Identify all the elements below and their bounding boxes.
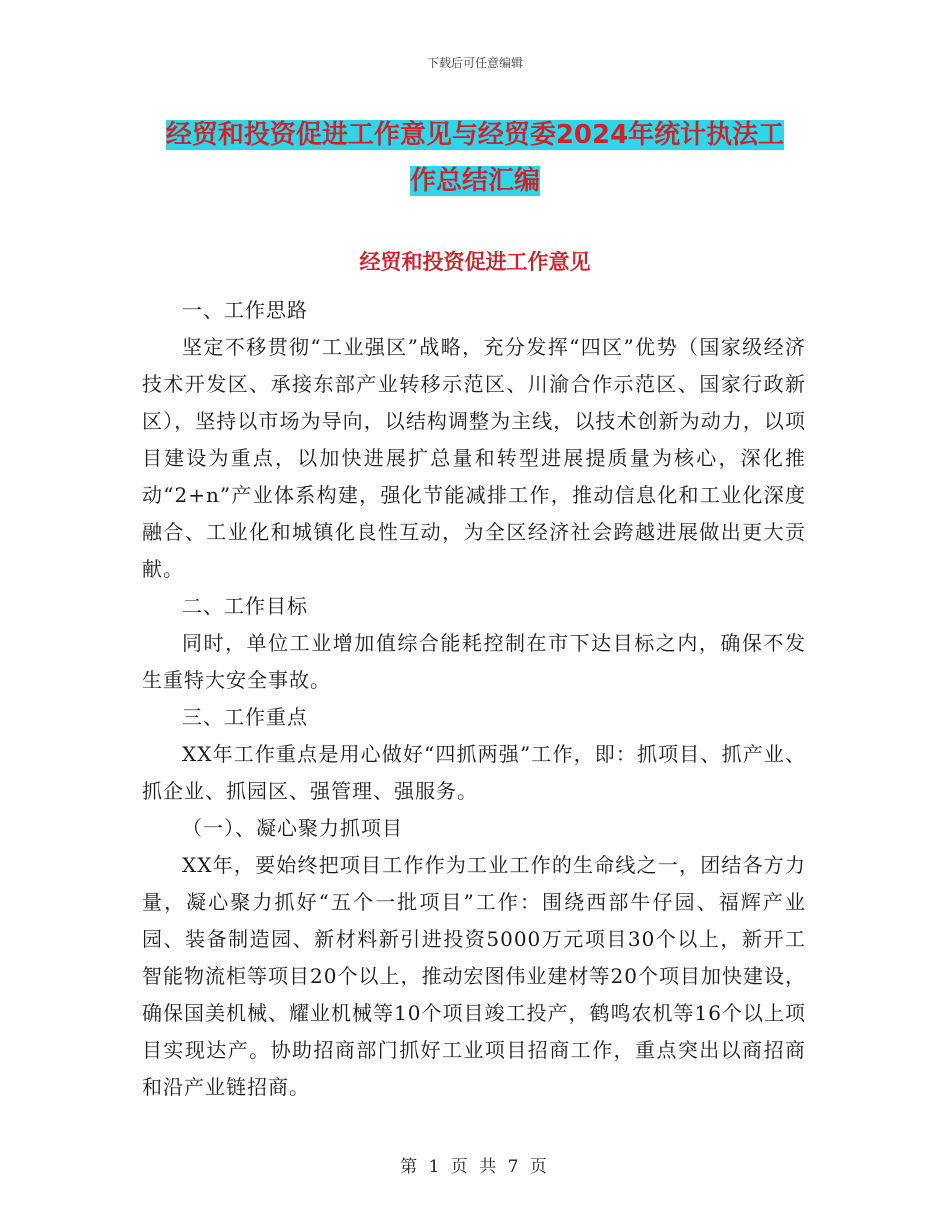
paragraph-work-focus: XX年工作重点是用心做好“四抓两强”工作，即：抓项目、抓产业、抓企业、抓园区、强管理、强服务。: [142, 742, 806, 803]
heading-work-approach: 一、工作思路: [182, 298, 308, 322]
document-title: [140, 112, 810, 204]
paragraph-work-goals: 同时，单位工业增加值综合能耗控制在市下达目标之内，确保不发生重特大安全事故。: [142, 631, 806, 692]
header-note: 下载后可任意编辑: [426, 56, 523, 70]
document-title-line-1: 经贸和投资促进工作意见与经贸委2024年统计执法工: [165, 120, 785, 150]
heading-work-focus: 三、工作重点: [182, 705, 308, 729]
paragraph-work-approach: 坚定不移贯彻“工业强区”战略，充分发挥“四区”优势（国家级经济技术开发区、承接东部产业转移示范区、川渝合作示范区、国家行政新区），坚持以市场为导向，以结构调整为主线，以技术创新为动力，以项目建设为重点，以加快进展扩总量和转型进展提质量为核心，深化推动“2+n”产业体系构建，强化节能减排工作，推动信息化和工业化深度融合、工业化和城镇化良性互动，为全区经济社会跨越进展做出更大贡献。: [142, 335, 806, 581]
paragraph-projects: XX年，要始终把项目工作作为工业工作的生命线之一，团结各方力量，凝心聚力抓好“五个一批项目”工作：围绕西部牛仔园、福辉产业园、装备制造园、新材料新引进投资5000万元项目30个以上，新开工智能物流柜等项目20个以上，推动宏图伟业建材等20个项目加快建设，确保国美机械、耀业机械等10个项目竣工投产，鹤鸣农机等16个以上项目实现达产。协助招商部门抓好工业项目招商工作，重点突出以商招商和沿产业链招商。: [142, 853, 806, 1099]
section-title: 经贸和投资促进工作意见: [359, 250, 591, 274]
page-footer: 第 1 页 共 7 页: [400, 1157, 550, 1177]
document-title-line-2: 作总结汇编: [409, 166, 540, 196]
subheading-projects: （一）、凝心聚力抓项目: [182, 816, 403, 840]
document-body: [142, 292, 806, 1106]
heading-work-goals: 二、工作目标: [182, 594, 308, 618]
